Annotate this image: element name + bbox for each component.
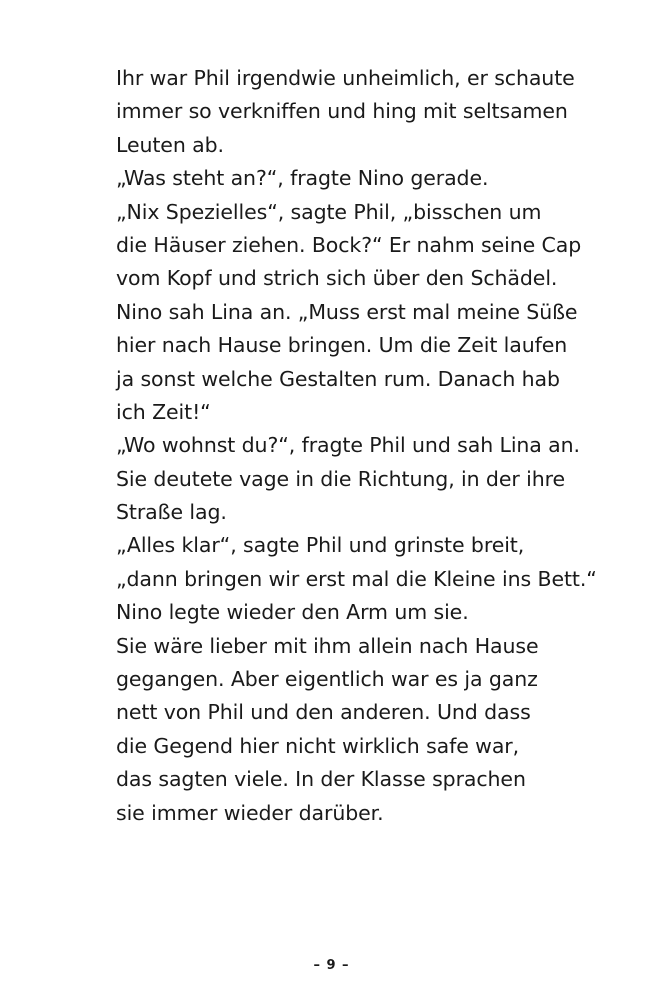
text-line: Nino legte wieder den Arm um sie. (116, 600, 469, 625)
text-line: sie immer wieder darüber. (116, 800, 384, 825)
text-line: Leuten ab. (116, 132, 224, 157)
text-line: das sagten viele. In der Klasse sprachen (116, 767, 526, 792)
text-line: Ihr war Phil irgendwie unheimlich, er schaute (116, 66, 575, 90)
text-line: „Nix Spezielles“, sagte Phil, „bisschen um (116, 199, 542, 224)
text-line: ich Zeit!“ (116, 399, 211, 424)
text-line: „Was steht an?“, fragte Nino gerade. (116, 166, 489, 191)
text-line: Sie deutete vage in die Richtung, in der ihre (116, 466, 565, 491)
text-line: „dann bringen wir erst mal die Kleine ins Bett.“ (116, 566, 597, 591)
text-line: ja sonst welche Gestalten rum. Danach hab (116, 366, 560, 391)
text-line: die Häuser ziehen. Bock?“ Er nahm seine Cap (116, 232, 582, 257)
text-line: Sie wäre lieber mit ihm allein nach Hause (116, 633, 539, 658)
text-line: immer so verkniffen und hing mit seltsamen (116, 99, 568, 124)
page-number: – 9 – (313, 958, 350, 973)
text-line: gegangen. Aber eigentlich war es ja ganz (116, 667, 538, 692)
text-line: nett von Phil und den anderen. Und dass (116, 700, 531, 725)
text-line: die Gegend hier nicht wirklich safe war, (116, 733, 520, 758)
text-line: „Alles klar“, sagte Phil und grinste breit, (116, 533, 525, 558)
body-text (116, 62, 616, 830)
text-line: Nino sah Lina an. „Muss erst mal meine Süße (116, 299, 578, 324)
text-line: vom Kopf und strich sich über den Schädel. (116, 266, 558, 291)
text-line: „Wo wohnst du?“, fragte Phil und sah Lina an. (116, 433, 580, 458)
text-line: hier nach Hause bringen. Um die Zeit laufen (116, 333, 568, 358)
text-line: Straße lag. (116, 500, 227, 525)
